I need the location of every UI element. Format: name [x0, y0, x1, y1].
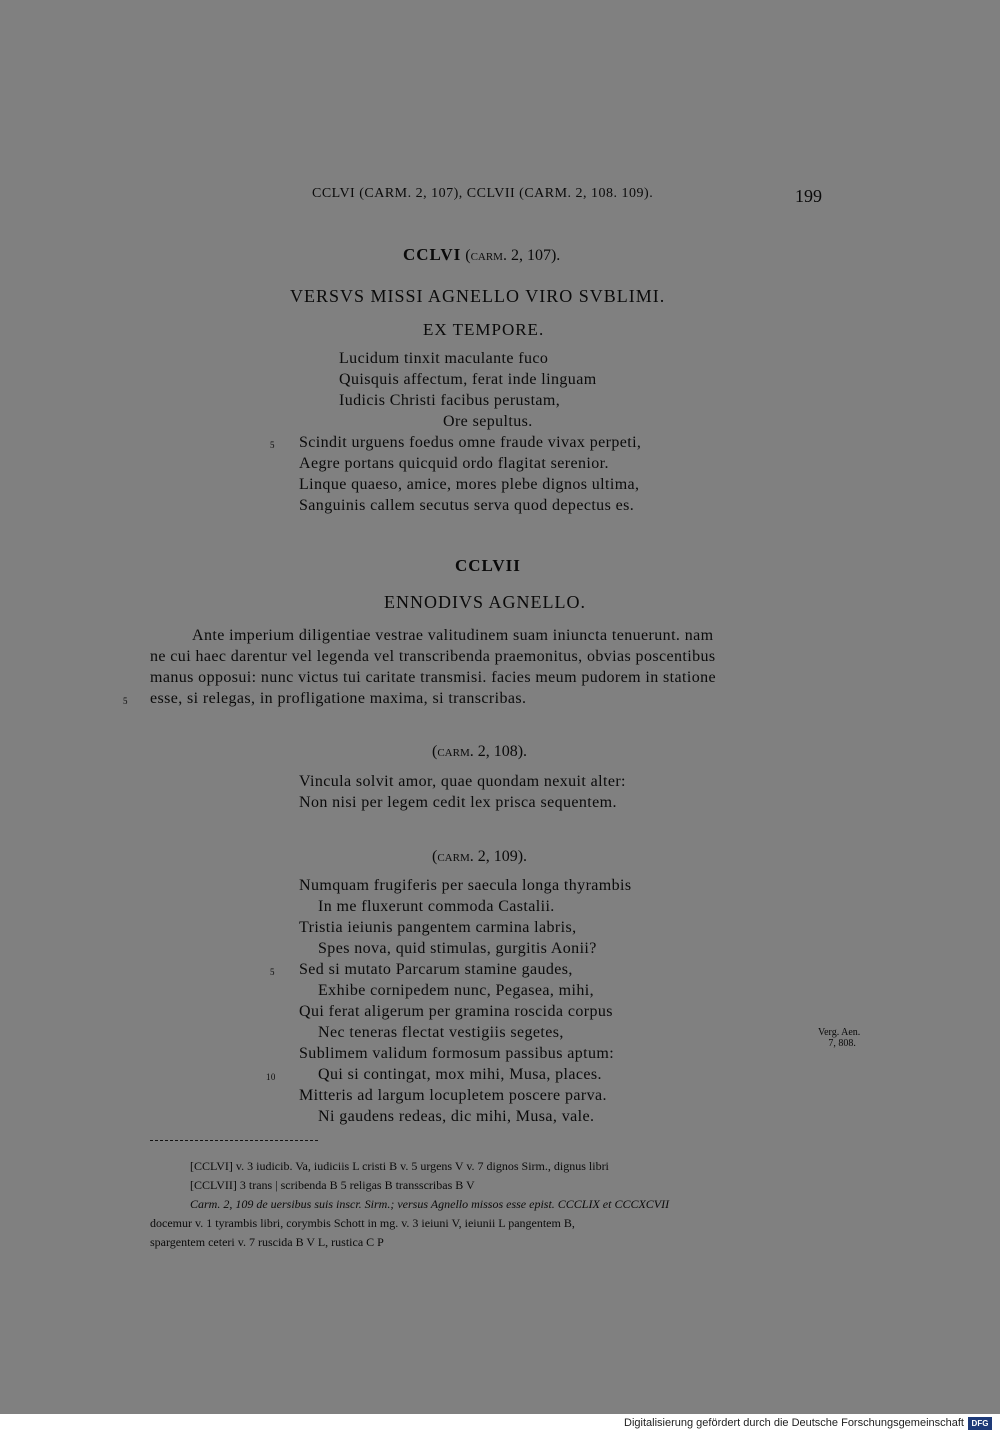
poem1-line-2: Quisquis affectum, ferat inde linguam — [339, 371, 597, 388]
letter-line-3: manus opposui: nunc victus tui caritate transmisi. facies meum pudorem in statione — [150, 669, 717, 686]
letter-line-marker: 5 — [123, 696, 128, 706]
poem3-line-11: Mitteris ad largum locupletem poscere parva. — [299, 1087, 607, 1104]
poem3-line-3: Tristia ieiunis pangentem carmina labris, — [299, 919, 577, 936]
letter-line-2: ne cui haec darentur vel legenda vel transcribenda praemonitus, obvias poscentibus — [150, 648, 716, 665]
poem3-line-marker-5: 5 — [270, 967, 275, 977]
poem3-line-2: In me fluxerunt commoda Castalii. — [318, 898, 555, 915]
poem3-line-5 — [270, 959, 632, 980]
poem3-line-1: Numquam frugiferis per saecula longa thyrambis — [299, 877, 632, 894]
apparatus-line-5: spargentem ceteri v. 7 ruscida B V L, rustica C P — [150, 1235, 384, 1249]
poem3-line-4: Spes nova, quid stimulas, gurgitis Aonii? — [318, 940, 597, 957]
letter-line-4-text: esse, si relegas, in profligatione maxima, si transcribas. — [150, 690, 527, 707]
apparatus-line-4: docemur v. 1 tyrambis libri, corymbis Schott in mg. v. 3 ieiuni V, ieiunii L pangentem B, — [150, 1216, 575, 1230]
apparatus-line-1: [CCLVI] v. 3 iudicib. Va, iudiciis L cristi B v. 5 urgens V v. 7 dignos Sirm., dignus libri — [190, 1159, 609, 1173]
poem1-line-4: Ore sepultus. — [443, 413, 533, 430]
letter-text — [123, 625, 717, 709]
page-number: 199 — [795, 186, 822, 206]
poem1-line-5-text: Scindit urguens foedus omne fraude vivax perpeti, — [299, 434, 642, 451]
poem1-heading — [403, 245, 560, 265]
poem3-line-8: Nec teneras flectat vestigiis segetes, — [318, 1024, 564, 1041]
poem3-line-marker-10: 10 — [266, 1072, 276, 1082]
poem3-text — [266, 875, 632, 1127]
poem1-line-5 — [270, 432, 642, 453]
poem2-text — [299, 771, 626, 813]
poem1-line-marker: 5 — [270, 440, 275, 450]
poem1-line-6: Aegre portans quicquid ordo flagitat serenior. — [299, 455, 609, 472]
poem1-title: VERSVS MISSI AGNELLO VIRO SVBLIMI. — [290, 286, 666, 306]
poem1-subtitle: EX TEMPORE. — [423, 320, 545, 339]
letter-number: CCLVII — [455, 556, 521, 575]
letter-title: ENNODIVS AGNELLO. — [384, 592, 586, 612]
margin-note-line-1: Verg. Aen. — [818, 1027, 861, 1038]
poem3-line-12: Ni gaudens redeas, dic mihi, Musa, vale. — [318, 1108, 595, 1125]
running-head: CCLVI (CARM. 2, 107), CCLVII (CARM. 2, 108. 109). — [312, 186, 654, 201]
apparatus — [150, 1157, 669, 1252]
poem3-line-9: Sublimem validum formosum passibus aptum: — [299, 1045, 615, 1062]
margin-note — [818, 1027, 860, 1049]
poem2-ref: (carm. 2, 108). — [432, 743, 528, 760]
poem3-ref: (carm. 2, 109). — [432, 848, 528, 865]
footer-text: Digitalisierung gefördert durch die Deutsche Forschungsgemeinschaft — [624, 1417, 964, 1429]
poem1-line-7: Linque quaeso, amice, mores plebe dignos ultima, — [299, 476, 640, 493]
poem1-line-3: Iudicis Christi facibus perustam, — [339, 392, 561, 409]
footer-bar — [0, 1414, 1000, 1434]
letter-line-4 — [123, 688, 716, 709]
margin-note-line-2: 7, 808. — [828, 1038, 856, 1049]
poem3-line-7: Qui ferat aligerum per gramina roscida corpus — [299, 1003, 613, 1020]
poem2-line-2: Non nisi per legem cedit lex prisca sequentem. — [299, 794, 617, 811]
poem3-line-10 — [266, 1064, 632, 1085]
poem1-ref: (carm. 2, 107). — [465, 247, 561, 264]
letter-line-1: Ante imperium diligentiae vestrae valitudinem suam iniuncta tenuerunt. nam — [192, 627, 714, 644]
poem1-number: CCLVI — [403, 245, 462, 264]
poem3-line-5-text: Sed si mutato Parcarum stamine gaudes, — [299, 961, 573, 978]
poem1-text — [270, 348, 642, 516]
poem3-line-10-text: Qui si contingat, mox mihi, Musa, places. — [318, 1066, 602, 1083]
apparatus-line-2: [CCLVII] 3 trans | scribenda B 5 religas B transscribas B V — [190, 1178, 475, 1192]
footnote-rule — [150, 1140, 318, 1141]
poem1-line-1: Lucidum tinxit maculante fuco — [339, 350, 549, 367]
dfg-logo-icon: DFG — [968, 1417, 992, 1430]
poem1-line-8: Sanguinis callem secutus serva quod depectus es. — [299, 497, 635, 514]
poem2-line-1: Vincula solvit amor, quae quondam nexuit alter: — [299, 773, 626, 790]
poem3-line-6: Exhibe cornipedem nunc, Pegasea, mihi, — [318, 982, 595, 999]
apparatus-line-3: Carm. 2, 109 de uersibus suis inscr. Sirm.; versus Agnello missos esse epist. CCCLIX et CCCXCVII — [190, 1197, 670, 1211]
